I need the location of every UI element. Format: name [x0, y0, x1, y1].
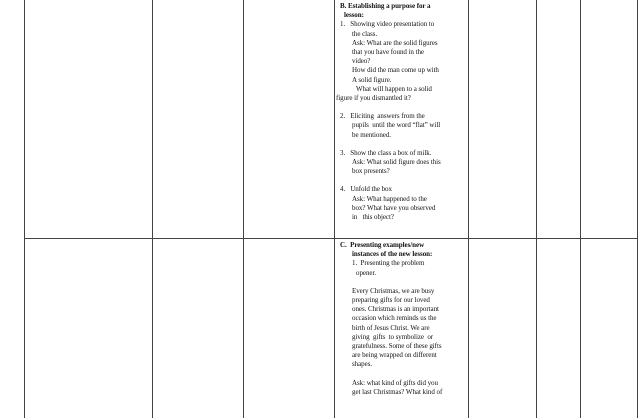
- table-border-left: [24, 0, 25, 418]
- problem-paragraph-line: shapes.: [352, 360, 373, 369]
- row-divider: [24, 238, 638, 239]
- column-divider-2: [243, 0, 244, 418]
- b-item-1-line: video?: [352, 57, 371, 66]
- b-item-1-line: Ask: What are the solid figures: [352, 38, 438, 47]
- b-item-4-line: 4. Unfold the box: [340, 185, 392, 194]
- b-item-1-line: What will happen to a solid: [356, 84, 432, 93]
- ask-question-line: Ask: what kind of gifts did you: [352, 378, 438, 387]
- b-item-2-line: 2. Eliciting answers from the: [340, 112, 425, 121]
- b-item-1-line: the class.: [352, 29, 378, 38]
- problem-paragraph-line: occasion which reminds us the: [352, 314, 437, 323]
- problem-paragraph-line: gratefulness. Some of these gifts: [352, 342, 442, 351]
- b-item-2-line: pupils until the word “flat” will: [352, 121, 441, 130]
- b-item-1-line: A solid figure.: [352, 75, 392, 84]
- column-divider-3: [334, 0, 335, 418]
- b-item-1-line: figure if you dismantled it?: [336, 94, 411, 103]
- section-b-heading: B. Establishing a purpose for a: [340, 2, 431, 10]
- problem-paragraph-line: ones. Christmas is an important: [352, 305, 439, 314]
- problem-paragraph-line: preparing gifts for our loved: [352, 296, 430, 305]
- section-b-heading-cont: lesson:: [344, 11, 364, 20]
- column-divider-4: [468, 0, 469, 418]
- problem-paragraph-line: birth of Jesus Christ. We are: [352, 323, 430, 332]
- c-item-1-line: opener.: [356, 268, 377, 277]
- column-divider-1: [152, 0, 153, 418]
- b-item-2-line: be mentioned.: [352, 130, 392, 139]
- ask-question-line: get last Christmas? What kind of: [352, 387, 443, 396]
- b-item-1-line: How did the man come up with: [352, 66, 439, 75]
- b-item-1-line: 1. Showing video presentation to: [340, 20, 435, 29]
- problem-paragraph-line: are being wrapped on different: [352, 351, 437, 360]
- c-item-1-line: 1. Presenting the problem: [352, 259, 425, 268]
- column-divider-6: [580, 0, 581, 418]
- section-c-heading-cont: instances of the new lesson:: [352, 250, 433, 259]
- b-item-4-line: in this object?: [352, 213, 394, 222]
- section-c-heading: C. Presenting examples/new: [340, 241, 425, 249]
- column-divider-5: [536, 0, 537, 418]
- b-item-4-line: box? What have you observed: [352, 203, 436, 212]
- section-b-cell: [336, 2, 464, 222]
- problem-paragraph-line: Every Christmas, we are busy: [352, 286, 435, 295]
- b-item-4-line: Ask: What happened to the: [352, 194, 427, 203]
- b-item-1-line: that you have found in the: [352, 48, 424, 57]
- b-item-3-line: box presents?: [352, 167, 390, 176]
- b-item-3-line: Ask: What solid figure does this: [352, 158, 441, 167]
- problem-paragraph-line: giving gifts to symbolize or: [352, 332, 434, 341]
- section-c-cell: [336, 241, 464, 397]
- b-item-3-line: 3. Show the class a box of milk.: [340, 148, 432, 157]
